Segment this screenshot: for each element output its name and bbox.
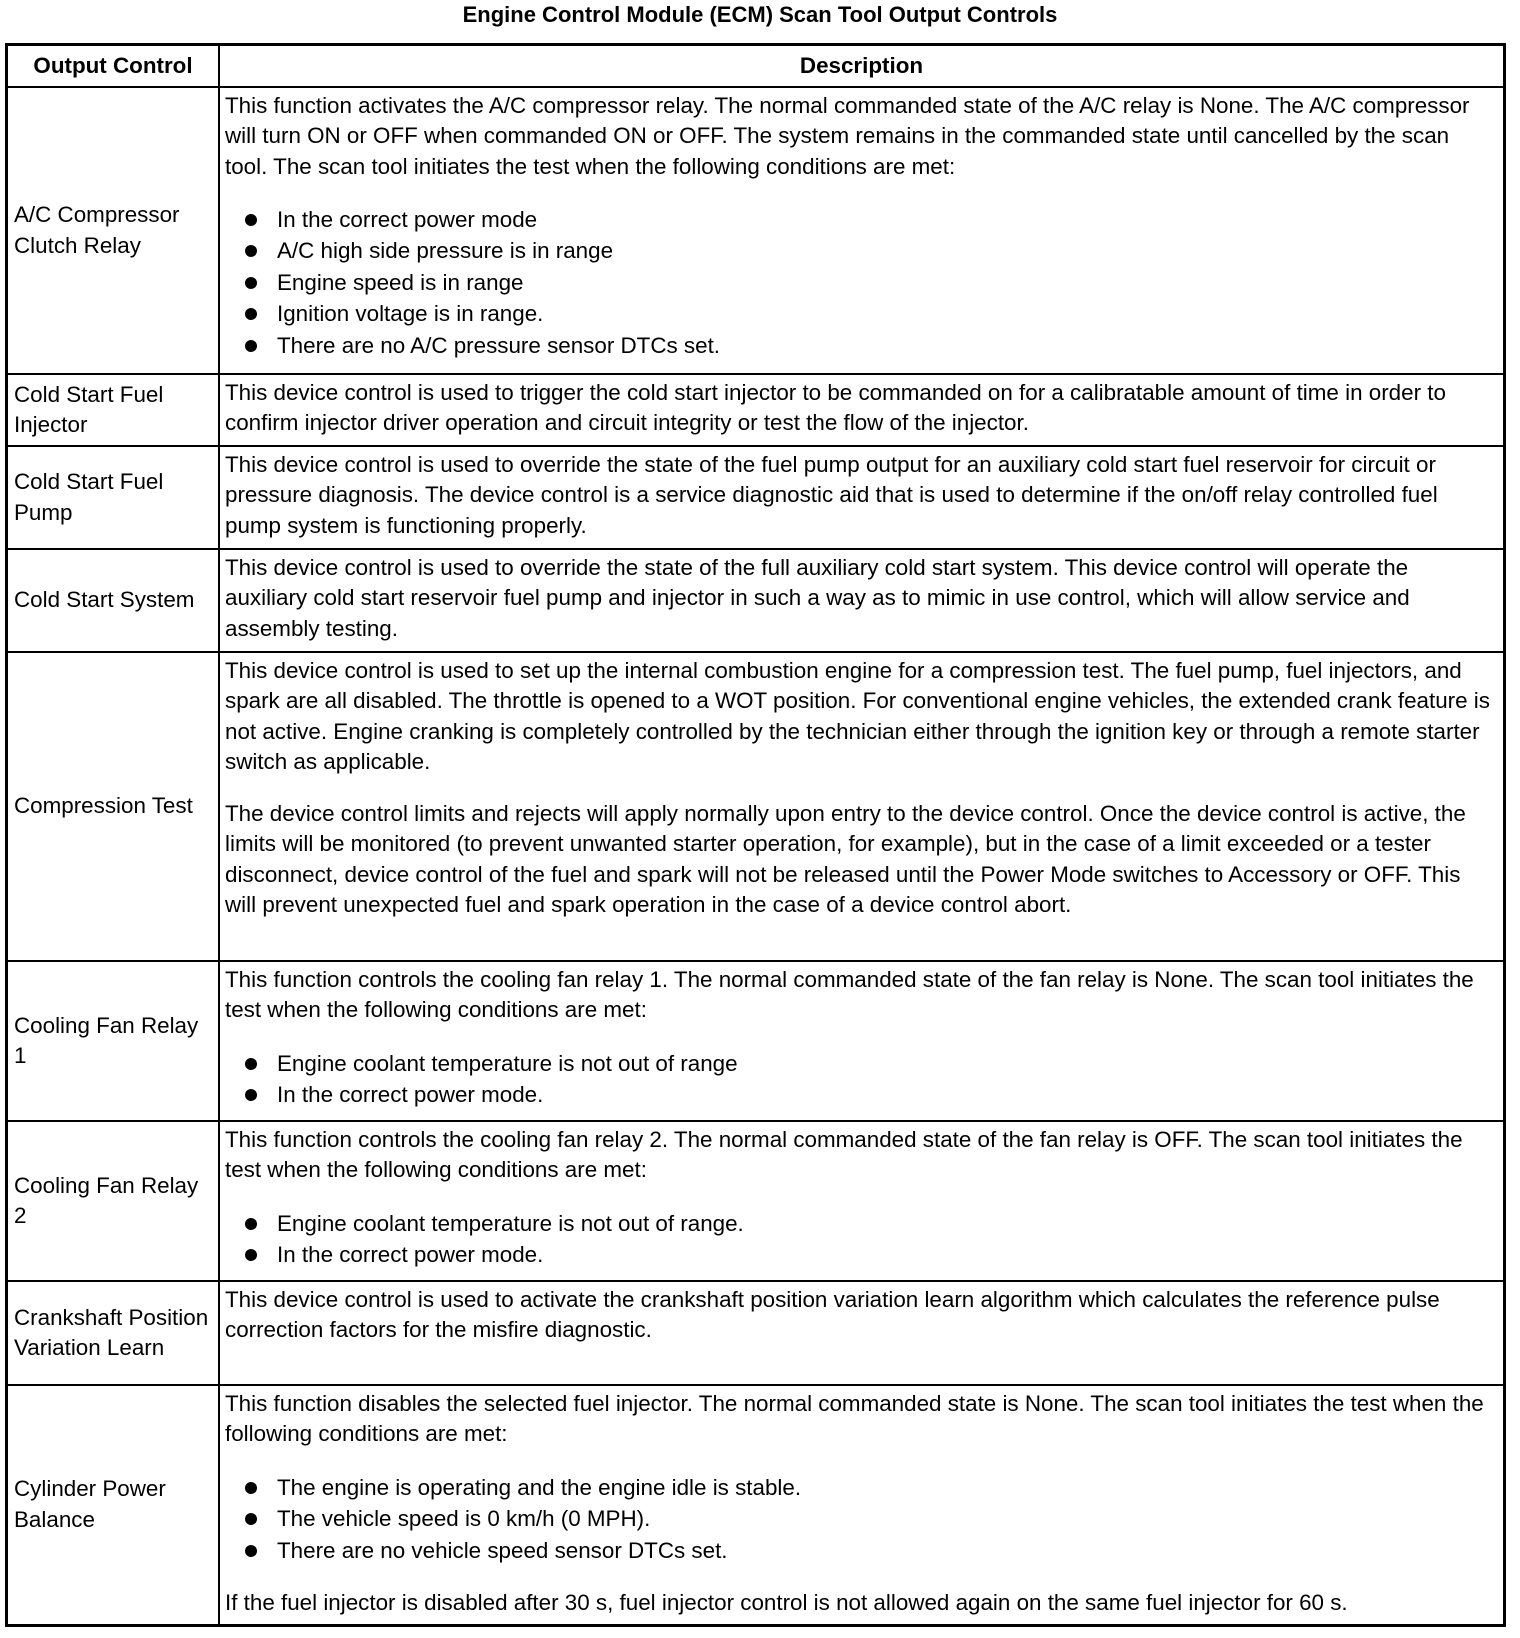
output-control-name: Cylinder Power Balance bbox=[7, 1385, 220, 1625]
table-row bbox=[7, 374, 1505, 446]
table-row bbox=[7, 446, 1505, 549]
description-cell bbox=[219, 1385, 1505, 1625]
output-control-name: A/C Compressor Clutch Relay bbox=[7, 87, 220, 374]
table-row bbox=[7, 961, 1505, 1121]
condition-list-item: Engine speed is in range bbox=[225, 267, 1495, 299]
condition-list-item: A/C high side pressure is in range bbox=[225, 235, 1495, 267]
condition-list-item: In the correct power mode. bbox=[225, 1239, 1495, 1271]
document-title: Engine Control Module (ECM) Scan Tool Output Controls bbox=[462, 2, 1058, 27]
description-paragraph: This device control is used to activate the crankshaft position variation learn algorithm which calculates the reference pulse correction factors for the misfire diagnostic. bbox=[225, 1287, 1440, 1343]
condition-list-item: In the correct power mode. bbox=[225, 1079, 1495, 1111]
description-paragraph: This function activates the A/C compressor relay. The normal commanded state of the A/C relay is None. The A/C compressor will turn ON or OFF when commanded ON or OFF. The system remains in the commanded state until cancelled by the scan tool. The scan tool initiates the test when the following conditions are met: bbox=[225, 93, 1470, 179]
condition-list-item: There are no A/C pressure sensor DTCs set. bbox=[225, 330, 1495, 362]
table-row bbox=[7, 1281, 1505, 1385]
description-paragraph: The device control limits and rejects will apply normally upon entry to the device control. Once the device control is active, the limits will be monitored (to prevent unwanted starter operation, for example), but in the case of a limit exceeded or a tester disconnect, device control of the fuel and spark will not be released until the Power Mode switches to Accessory or OFF. This will prevent unexpected fuel and spark operation in the case of a device control abort. bbox=[225, 801, 1466, 918]
output-control-name: Crankshaft Position Variation Learn bbox=[7, 1281, 220, 1385]
description-cell bbox=[219, 1121, 1505, 1281]
condition-list bbox=[225, 1048, 1495, 1111]
table-row bbox=[7, 87, 1505, 374]
description-paragraph: This function disables the selected fuel injector. The normal commanded state is None. The scan tool initiates the test when the following conditions are met: bbox=[225, 1391, 1484, 1447]
condition-list bbox=[225, 204, 1495, 362]
header-description: Description bbox=[219, 45, 1505, 88]
condition-list bbox=[225, 1472, 1495, 1567]
condition-list bbox=[225, 1208, 1495, 1271]
output-control-name: Cold Start Fuel Injector bbox=[7, 374, 220, 446]
description-paragraph: This device control is used to override the state of the fuel pump output for an auxiliary cold start fuel reservoir for circuit or pressure diagnosis. The device control is a service diagnostic aid that is used to determine if the on/off relay controlled fuel pump system is functioning properly. bbox=[225, 452, 1438, 538]
description-cell bbox=[219, 87, 1505, 374]
description-paragraph: This function controls the cooling fan relay 1. The normal commanded state of the fan relay is None. The scan tool initiates the test when the following conditions are met: bbox=[225, 967, 1474, 1023]
output-control-name: Cooling Fan Relay 1 bbox=[7, 961, 220, 1121]
table-row bbox=[7, 1121, 1505, 1281]
output-control-name: Compression Test bbox=[7, 652, 220, 961]
condition-list-item: There are no vehicle speed sensor DTCs set. bbox=[225, 1535, 1495, 1567]
output-control-name: Cold Start Fuel Pump bbox=[7, 446, 220, 549]
table-row bbox=[7, 652, 1505, 961]
table-row bbox=[7, 549, 1505, 652]
condition-list-item: Engine coolant temperature is not out of range bbox=[225, 1048, 1495, 1080]
condition-list-item: The vehicle speed is 0 km/h (0 MPH). bbox=[225, 1503, 1495, 1535]
condition-list-item: The engine is operating and the engine idle is stable. bbox=[225, 1472, 1495, 1504]
output-control-name: Cooling Fan Relay 2 bbox=[7, 1121, 220, 1281]
condition-list-item: Ignition voltage is in range. bbox=[225, 298, 1495, 330]
condition-list-item: In the correct power mode bbox=[225, 204, 1495, 236]
description-paragraph: This function controls the cooling fan relay 2. The normal commanded state of the fan relay is OFF. The scan tool initiates the test when the following conditions are met: bbox=[225, 1127, 1463, 1183]
description-paragraph: This device control is used to set up the internal combustion engine for a compression test. The fuel pump, fuel injectors, and spark are all disabled. The throttle is opened to a WOT position. For conventional engine vehicles, the extended crank feature is not active. Engine cranking is completely controlled by the technician either through the ignition key or through a remote starter switch as applicable. bbox=[225, 658, 1490, 774]
description-paragraph: If the fuel injector is disabled after 30 s, fuel injector control is not allowed again on the same fuel injector for 60 s. bbox=[225, 1590, 1348, 1616]
condition-list-item: Engine coolant temperature is not out of range. bbox=[225, 1208, 1495, 1240]
description-cell bbox=[219, 652, 1505, 961]
output-controls-table bbox=[5, 43, 1506, 1627]
description-cell bbox=[219, 961, 1505, 1121]
description-cell bbox=[219, 549, 1505, 652]
description-cell bbox=[219, 1281, 1505, 1385]
table-body bbox=[7, 87, 1505, 1625]
header-output-control: Output Control bbox=[7, 45, 220, 88]
description-cell bbox=[219, 374, 1505, 446]
output-control-name: Cold Start System bbox=[7, 549, 220, 652]
description-paragraph: This device control is used to trigger the cold start injector to be commanded on for a calibratable amount of time in order to confirm injector driver operation and circuit integrity or test the flow of the injector. bbox=[225, 380, 1446, 436]
description-paragraph: This device control is used to override the state of the full auxiliary cold start system. This device control will operate the auxiliary cold start reservoir fuel pump and injector in such a way as to mimic in use control, which will allow service and assembly testing. bbox=[225, 555, 1410, 641]
table-header-row bbox=[7, 45, 1505, 88]
table-row bbox=[7, 1385, 1505, 1625]
description-cell bbox=[219, 446, 1505, 549]
